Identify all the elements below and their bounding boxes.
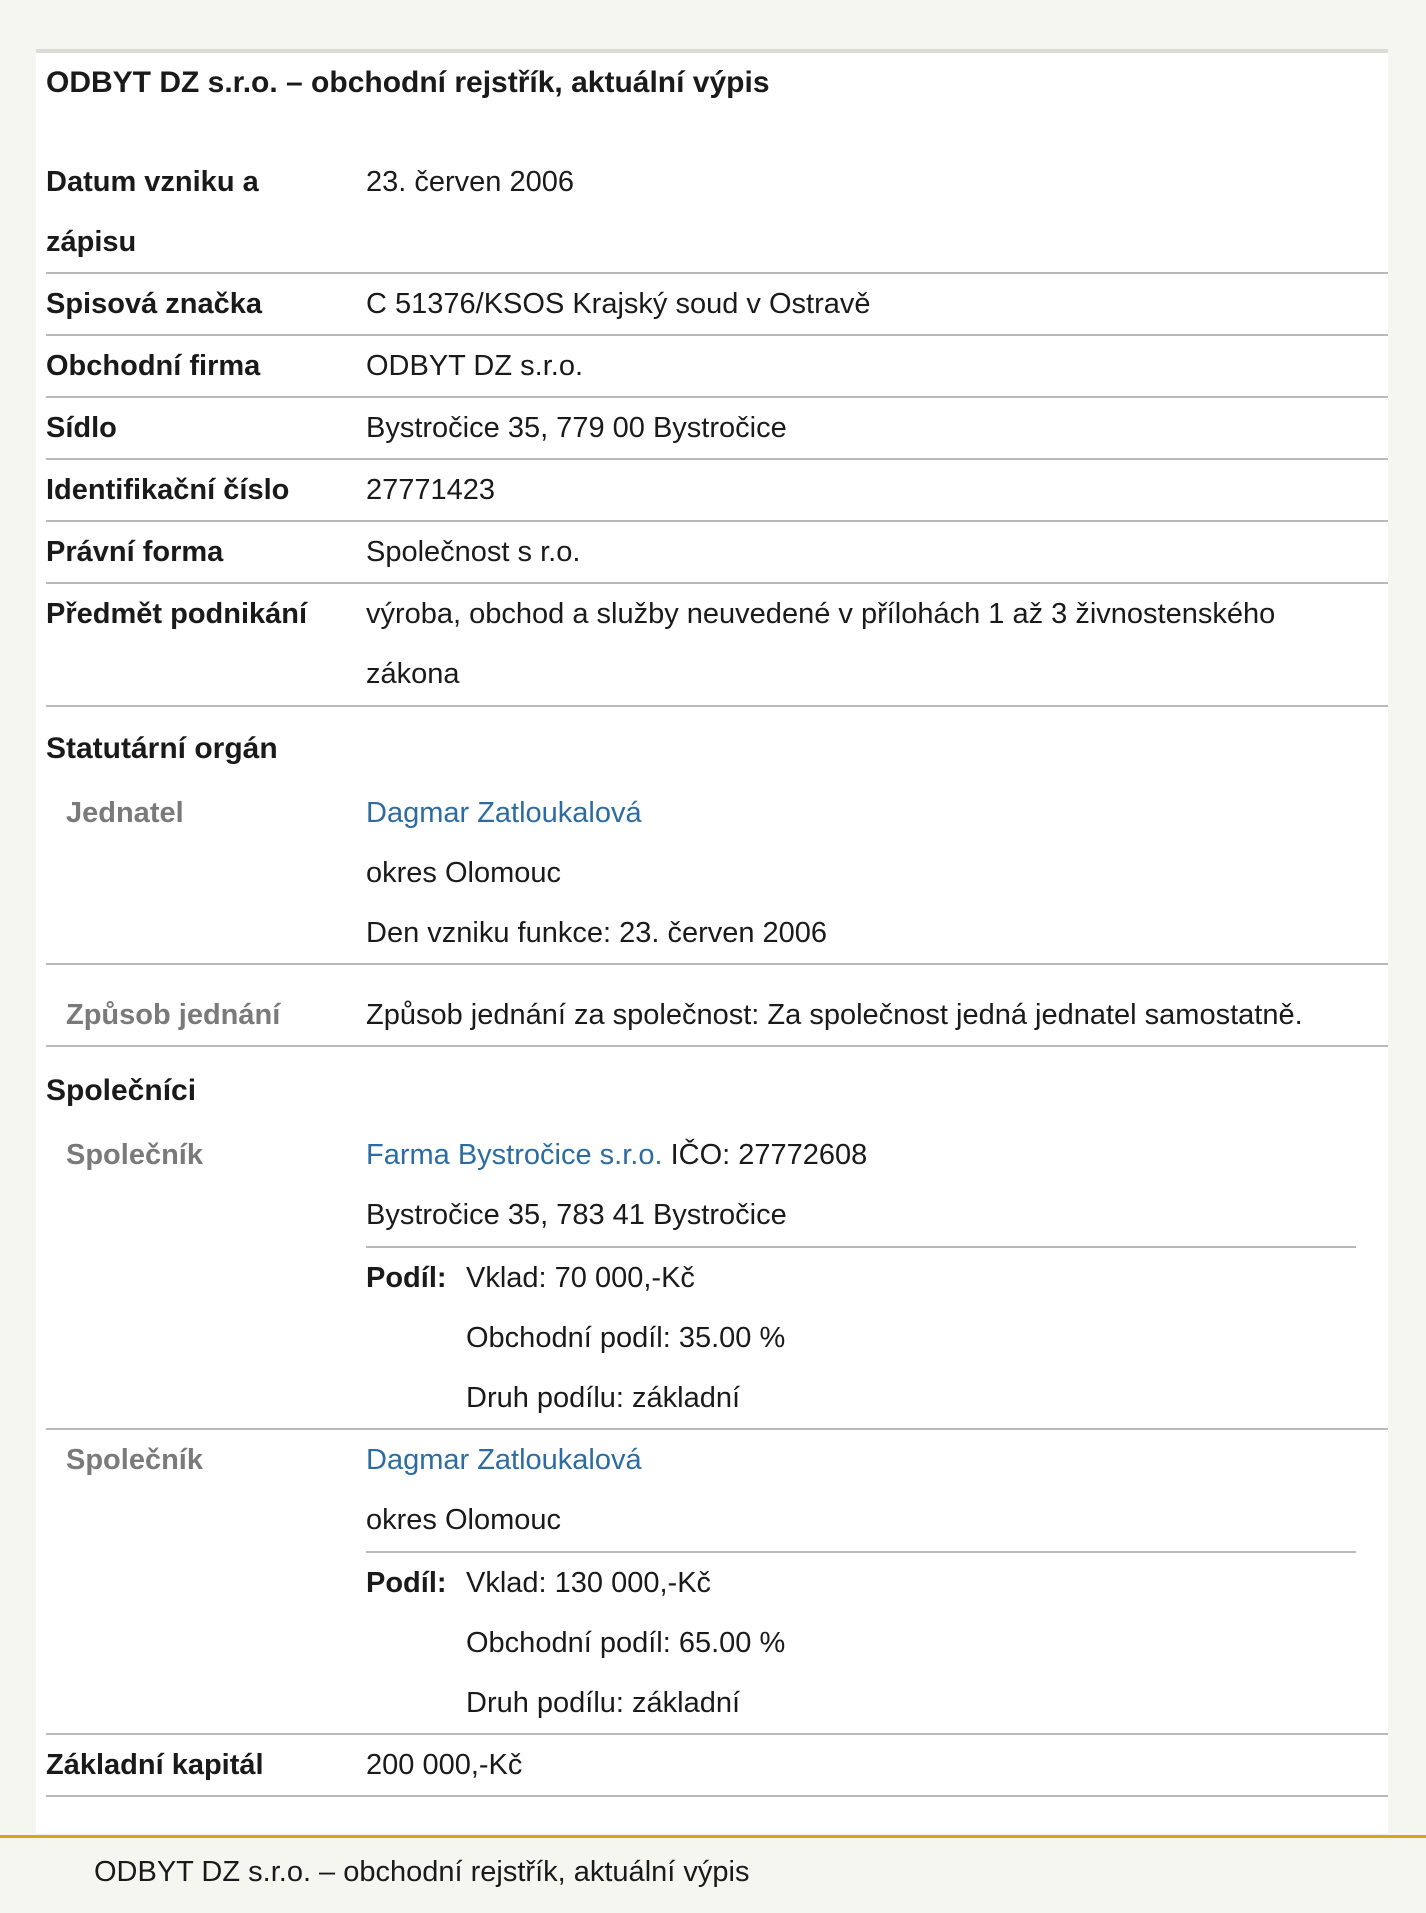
- row-value: 200 000,-Kč: [366, 1749, 523, 1781]
- partner-link[interactable]: Dagmar Zatloukalová: [366, 1444, 642, 1476]
- row-datum: [46, 152, 1388, 274]
- person-district: okres Olomouc: [366, 857, 562, 889]
- section-heading-statutarni: Statutární orgán: [46, 732, 278, 765]
- share-values: [466, 1248, 785, 1428]
- row-label: Předmět podnikání: [46, 598, 308, 630]
- partner-address: Bystročice 35, 783 41 Bystročice: [366, 1199, 787, 1231]
- row-sidlo: [46, 398, 1388, 460]
- share-block: [366, 1551, 1356, 1733]
- row-value: Způsob jednání za společnost: Za společnost jedná jednatel samostatně.: [366, 999, 1303, 1031]
- section-heading-spolecnici: Společníci: [46, 1074, 197, 1107]
- share-druh: Druh podílu: základní: [466, 1382, 741, 1414]
- row-value: Společnost s r.o.: [366, 536, 581, 568]
- row-spolecnik: [46, 1125, 1388, 1430]
- partner-link[interactable]: Farma Bystročice s.r.o.: [366, 1139, 663, 1171]
- partner-ico: IČO: 27772608: [670, 1139, 868, 1171]
- function-since: Den vzniku funkce: 23. červen 2006: [366, 917, 828, 949]
- row-firma: [46, 336, 1388, 398]
- row-label: Společník: [66, 1139, 203, 1171]
- row-value: [366, 1125, 1406, 1245]
- row-label: Základní kapitál: [46, 1749, 264, 1781]
- footer-title: ODBYT DZ s.r.o. – obchodní rejstřík, aktuální výpis: [94, 1856, 750, 1888]
- row-spisova: [46, 274, 1388, 336]
- row-value: [366, 1430, 1406, 1550]
- row-label-line: zápisu: [46, 226, 137, 258]
- row-value: 27771423: [366, 474, 496, 506]
- share-vklad: Vklad: 70 000,-Kč: [466, 1262, 695, 1294]
- row-value-line: výroba, obchod a služby neuvedené v přílohách 1 až 3 živnostenského: [366, 598, 1276, 630]
- share-vklad: Vklad: 130 000,-Kč: [466, 1567, 712, 1599]
- row-label-line: Datum vzniku a: [46, 166, 259, 198]
- row-label: Spisová značka: [46, 288, 262, 320]
- person-link[interactable]: Dagmar Zatloukalová: [366, 797, 642, 829]
- row-label: Sídlo: [46, 412, 117, 444]
- row-forma: [46, 522, 1388, 584]
- row-label: Právní forma: [46, 536, 224, 568]
- row-value: C 51376/KSOS Krajský soud v Ostravě: [366, 288, 871, 320]
- footer-bar: [0, 1835, 1426, 1913]
- row-label: Společník: [66, 1444, 203, 1476]
- row-label: Jednatel: [66, 797, 184, 829]
- row-label: Identifikační číslo: [46, 474, 290, 506]
- row-zpusob: [46, 985, 1388, 1047]
- row-label: [46, 152, 346, 272]
- row-label: Obchodní firma: [46, 350, 261, 382]
- row-spolecnik: [46, 1430, 1388, 1735]
- row-value: Bystročice 35, 779 00 Bystročice: [366, 412, 787, 444]
- row-value: ODBYT DZ s.r.o.: [366, 350, 584, 382]
- row-jednatel: [46, 783, 1388, 965]
- share-block: [366, 1246, 1356, 1428]
- row-kapital: [46, 1735, 1388, 1797]
- row-predmet: [46, 584, 1388, 707]
- partner-line: [366, 1125, 1406, 1185]
- share-label: Podíl:: [366, 1262, 447, 1294]
- row-label: Způsob jednání: [66, 999, 281, 1031]
- row-value-line: zákona: [366, 658, 460, 690]
- partner-address: okres Olomouc: [366, 1504, 562, 1536]
- share-podil: Obchodní podíl: 65.00 %: [466, 1627, 786, 1659]
- row-value: 23. červen 2006: [366, 166, 574, 198]
- share-values: [466, 1553, 785, 1733]
- page-title: ODBYT DZ s.r.o. – obchodní rejstřík, aktuální výpis: [46, 66, 770, 99]
- share-label: Podíl:: [366, 1567, 447, 1599]
- row-value: [366, 584, 1406, 704]
- row-value: [366, 783, 1406, 963]
- row-ico: [46, 460, 1388, 522]
- share-podil: Obchodní podíl: 35.00 %: [466, 1322, 786, 1354]
- share-druh: Druh podílu: základní: [466, 1687, 741, 1719]
